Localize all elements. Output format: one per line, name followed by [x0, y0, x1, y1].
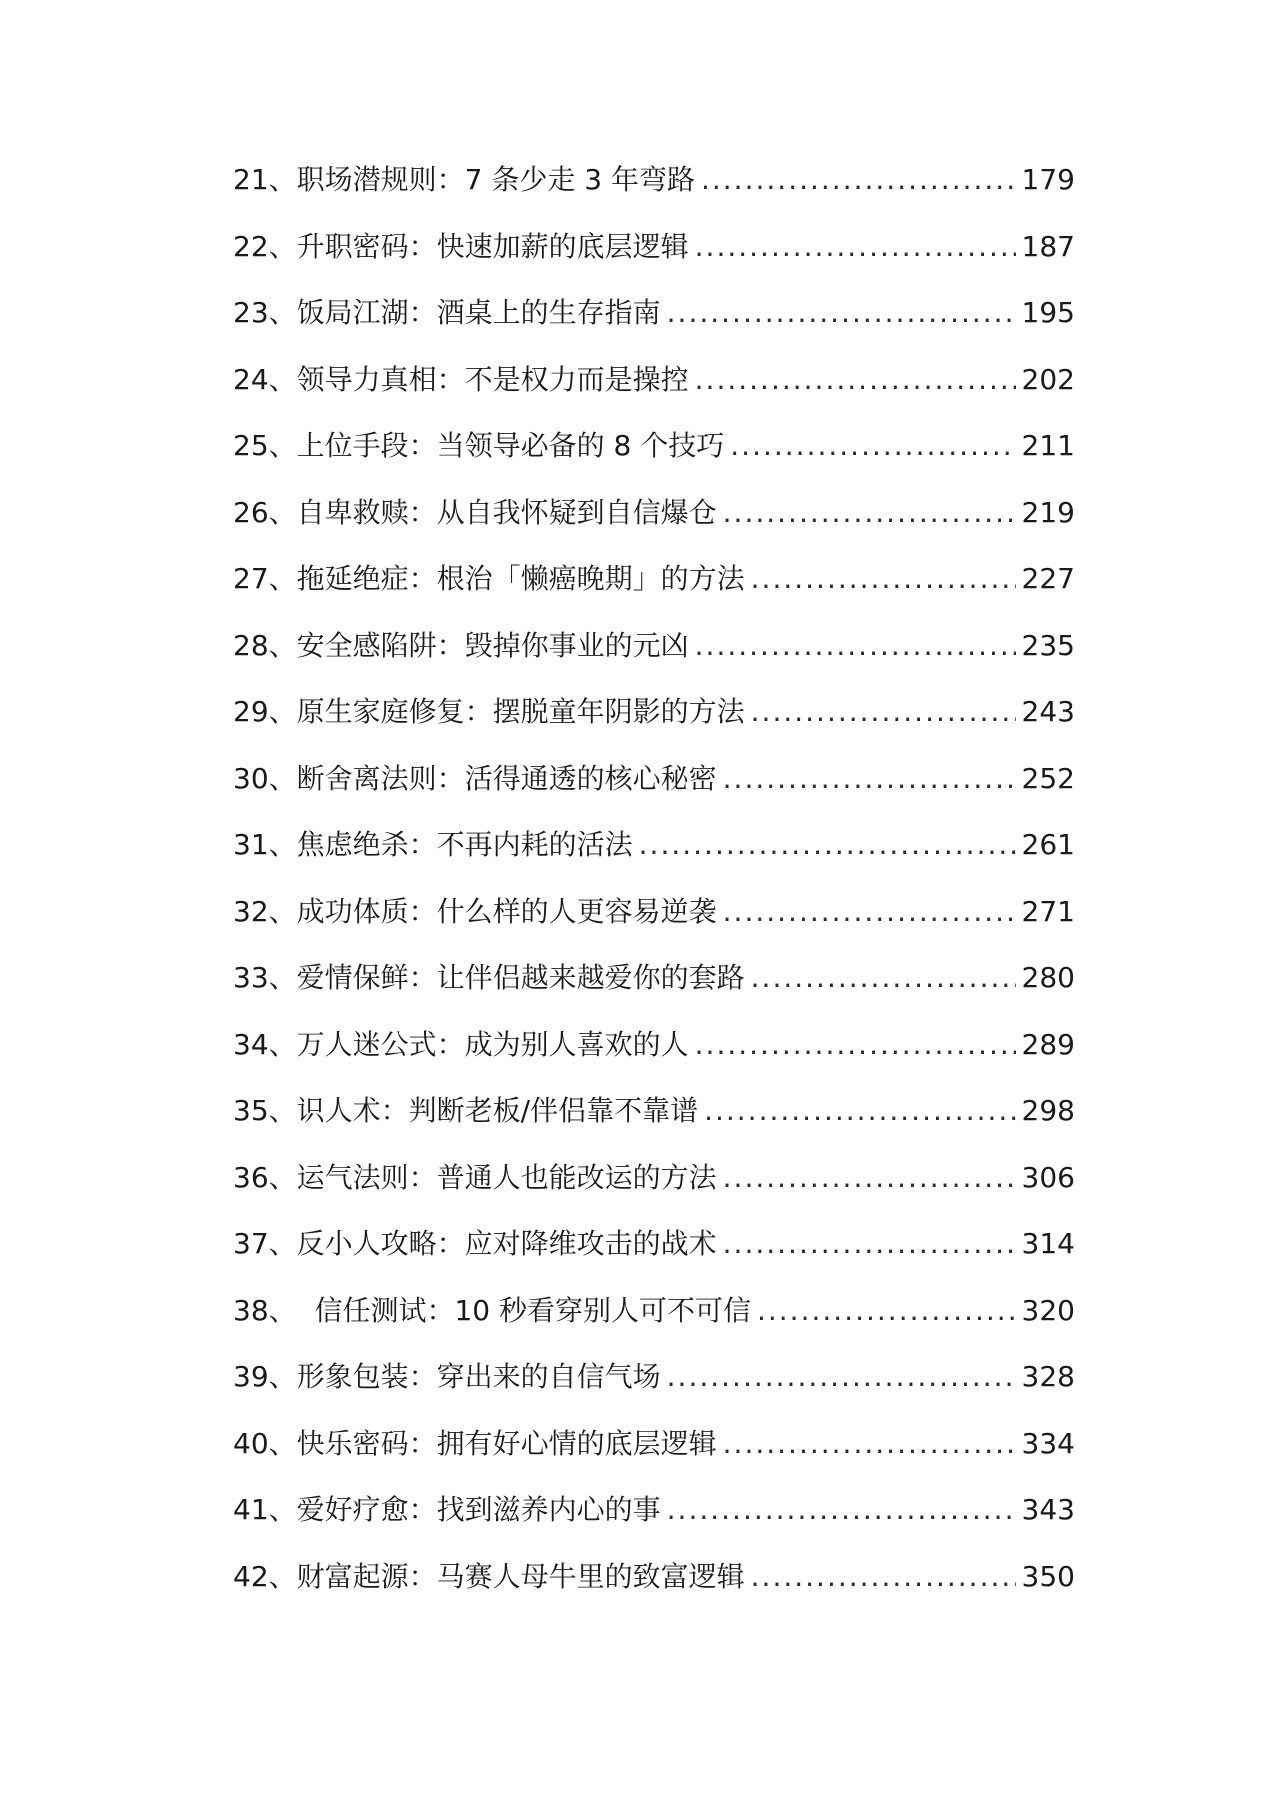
toc-dot-leader: [639, 825, 1016, 865]
toc-entry-page-number: 314: [1021, 1227, 1075, 1260]
toc-entry[interactable]: [233, 293, 1075, 360]
toc-entry-title: 识人术：判断老板/伴侣靠不靠谱: [296, 1094, 699, 1127]
toc-entry[interactable]: [233, 1557, 1075, 1624]
toc-entry-page-number: 179: [1021, 163, 1075, 196]
toc-dot-leader: [695, 360, 1016, 400]
toc-entry-number: 37、: [233, 1227, 297, 1260]
toc-entry-page-number: 289: [1021, 1027, 1075, 1061]
toc-dot-leader: [695, 626, 1016, 666]
toc-entry-page-number: 202: [1021, 362, 1075, 396]
toc-entry-title: 饭局江湖：酒桌上的生存指南: [296, 296, 661, 329]
toc-entry[interactable]: [233, 1158, 1075, 1225]
toc-list: [233, 160, 1075, 1623]
toc-entry-title: 财富起源：马赛人母牛里的致富逻辑: [296, 1559, 745, 1593]
toc-entry-number: 41、: [233, 1493, 297, 1526]
toc-entry-number: 40、: [233, 1426, 297, 1460]
toc-entry-page-number: 235: [1021, 628, 1075, 662]
toc-entry[interactable]: [233, 1291, 1075, 1358]
toc-entry-page-number: 328: [1021, 1360, 1075, 1393]
toc-dot-leader: [695, 227, 1016, 267]
toc-dot-leader: [723, 493, 1016, 533]
toc-entry-title: 安全感陷阱：毁掉你事业的元凶: [296, 628, 689, 662]
toc-entry-number: 28、: [233, 628, 297, 662]
toc-dot-leader: [695, 1025, 1016, 1065]
toc-dot-leader: [667, 1490, 1016, 1530]
toc-entry-number: 23、: [233, 296, 297, 329]
toc-dot-leader: [723, 759, 1016, 799]
toc-entry-title: 断舍离法则：活得通透的核心秘密: [296, 761, 717, 795]
toc-entry-title: 爱情保鲜：让伴侣越来越爱你的套路: [296, 961, 745, 994]
toc-entry-number: 38、: [233, 1293, 297, 1327]
toc-entry-page-number: 343: [1021, 1493, 1075, 1526]
toc-entry-title: 信任测试：10 秒看穿别人可不可信: [296, 1293, 751, 1327]
toc-dot-leader: [723, 1158, 1016, 1198]
toc-entry-title: 原生家庭修复：摆脱童年阴影的方法: [296, 695, 745, 728]
toc-entry-page-number: 350: [1021, 1559, 1075, 1593]
toc-dot-leader: [723, 892, 1016, 932]
toc-entry-page-number: 261: [1021, 828, 1075, 861]
toc-entry[interactable]: [233, 559, 1075, 626]
toc-entry-title: 职场潜规则：7 条少走 3 年弯路: [296, 163, 695, 196]
toc-dot-leader: [751, 1557, 1016, 1597]
toc-entry[interactable]: [233, 493, 1075, 560]
toc-dot-leader: [757, 1291, 1016, 1331]
toc-entry-title: 快乐密码：拥有好心情的底层逻辑: [296, 1426, 717, 1460]
toc-entry[interactable]: [233, 825, 1075, 892]
toc-entry-number: 24、: [233, 362, 297, 396]
toc-entry-page-number: 298: [1021, 1094, 1075, 1127]
toc-dot-leader: [723, 1224, 1016, 1264]
toc-entry-page-number: 227: [1021, 562, 1075, 595]
toc-dot-leader: [723, 1424, 1016, 1464]
toc-entry[interactable]: [233, 426, 1075, 493]
toc-entry[interactable]: [233, 958, 1075, 1025]
toc-entry-title: 上位手段：当领导必备的 8 个技巧: [296, 429, 725, 462]
toc-entry[interactable]: [233, 1357, 1075, 1424]
toc-entry-page-number: 195: [1021, 296, 1075, 329]
toc-entry[interactable]: [233, 626, 1075, 693]
toc-entry-title: 焦虑绝杀：不再内耗的活法: [296, 828, 633, 861]
toc-dot-leader: [751, 559, 1016, 599]
toc-entry-number: 27、: [233, 562, 297, 595]
toc-entry-page-number: 334: [1021, 1426, 1075, 1460]
toc-entry-title: 自卑救赎：从自我怀疑到自信爆仓: [296, 495, 717, 529]
toc-dot-leader: [704, 1091, 1015, 1131]
toc-dot-leader: [701, 160, 1016, 200]
toc-entry-number: 29、: [233, 695, 297, 728]
toc-entry-number: 32、: [233, 894, 297, 928]
toc-entry[interactable]: [233, 1490, 1075, 1557]
toc-entry-title: 爱好疗愈：找到滋养内心的事: [296, 1493, 661, 1526]
toc-entry-title: 形象包装：穿出来的自信气场: [296, 1360, 661, 1393]
toc-entry-number: 35、: [233, 1094, 297, 1127]
toc-entry-page-number: 252: [1021, 761, 1075, 795]
toc-entry-title: 领导力真相：不是权力而是操控: [296, 362, 689, 396]
toc-entry[interactable]: [233, 1224, 1075, 1291]
toc-entry-page-number: 219: [1021, 495, 1075, 529]
toc-entry-page-number: 271: [1021, 894, 1075, 928]
toc-entry[interactable]: [233, 360, 1075, 427]
toc-entry[interactable]: [233, 892, 1075, 959]
toc-entry[interactable]: [233, 692, 1075, 759]
toc-entry-page-number: 306: [1021, 1160, 1075, 1194]
toc-entry-page-number: 243: [1021, 695, 1075, 728]
toc-entry-title: 运气法则：普通人也能改运的方法: [296, 1160, 717, 1194]
toc-dot-leader: [667, 293, 1016, 333]
toc-entry-title: 成功体质：什么样的人更容易逆袭: [296, 894, 717, 928]
toc-entry[interactable]: [233, 1091, 1075, 1158]
toc-entry-title: 升职密码：快速加薪的底层逻辑: [296, 229, 689, 263]
toc-entry-number: 36、: [233, 1160, 297, 1194]
toc-entry-page-number: 320: [1021, 1293, 1075, 1327]
toc-entry-number: 25、: [233, 429, 297, 462]
toc-entry-number: 42、: [233, 1559, 297, 1593]
toc-entry-number: 39、: [233, 1360, 297, 1393]
toc-entry[interactable]: [233, 160, 1075, 227]
toc-entry-page-number: 187: [1021, 229, 1075, 263]
toc-entry[interactable]: [233, 759, 1075, 826]
toc-entry-number: 22、: [233, 229, 297, 263]
toc-entry[interactable]: [233, 227, 1075, 294]
toc-dot-leader: [751, 692, 1016, 732]
toc-entry-number: 33、: [233, 961, 297, 994]
toc-entry-title: 万人迷公式：成为别人喜欢的人: [296, 1027, 689, 1061]
toc-entry-number: 31、: [233, 828, 297, 861]
toc-entry-page-number: 280: [1021, 961, 1075, 994]
toc-entry-page-number: 211: [1021, 429, 1075, 462]
toc-entry-title: 反小人攻略：应对降维攻击的战术: [296, 1227, 717, 1260]
toc-entry-number: 30、: [233, 761, 297, 795]
toc-dot-leader: [667, 1357, 1016, 1397]
toc-entry[interactable]: [233, 1025, 1075, 1092]
toc-dot-leader: [751, 958, 1016, 998]
toc-entry-number: 26、: [233, 495, 297, 529]
toc-entry-title: 拖延绝症：根治「懒癌晚期」的方法: [296, 562, 745, 595]
toc-entry-number: 21、: [233, 163, 297, 196]
toc-dot-leader: [730, 426, 1015, 466]
toc-entry-number: 34、: [233, 1027, 297, 1061]
toc-entry[interactable]: [233, 1424, 1075, 1491]
